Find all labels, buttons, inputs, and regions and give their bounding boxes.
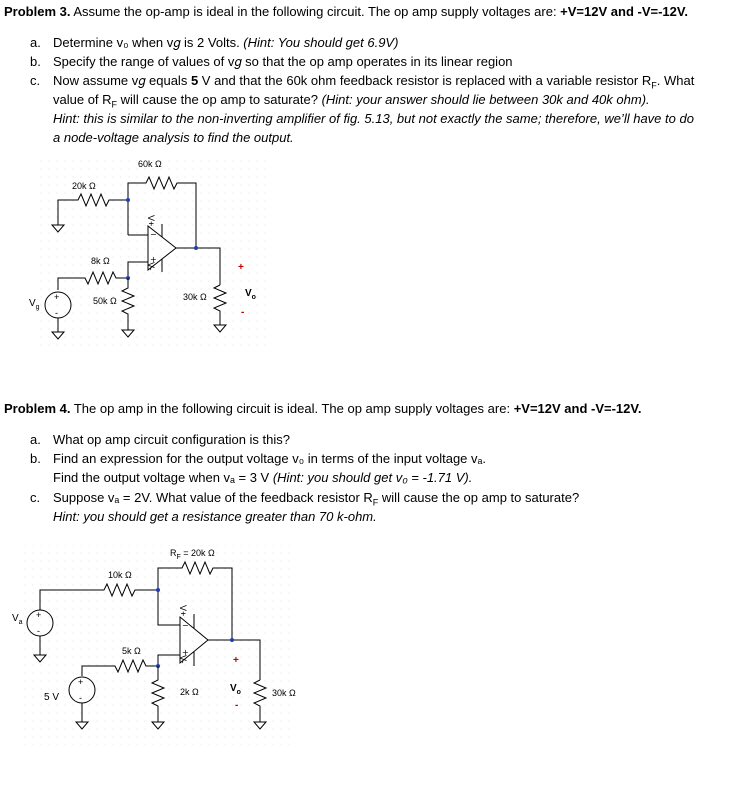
label-vg-text: V [29,298,36,309]
label-va [12,613,23,626]
problem4-b-marker: b. [30,451,41,466]
problem3-c-line4: a node-voltage analysis to find the output. [53,130,294,145]
svg-text:+: + [182,648,189,657]
problem3-a-marker: a. [30,35,41,50]
problem3-c-line2-text: value of R [53,92,112,107]
label-vo-minus-p4: - [235,700,239,711]
label-vo-plus: + [238,262,244,273]
problem3-c-sub: F [651,80,657,91]
problem3-c-line2-hint: (Hint: your answer should lie between 30k and 40k ohm). [321,92,650,107]
svg-text:−: − [182,621,189,630]
node-dot [230,638,234,642]
label-5v: 5 V [44,692,60,703]
problem3-c-text1: Now assume v𝑔 equals [53,73,191,88]
label-rf-text: R [170,548,177,558]
node-dot [126,198,130,202]
label-va-text: V [12,613,19,624]
problem3-supply: +V=12V and -V=-12V. [560,4,688,19]
problem4-b-line2 [53,469,472,486]
label-r5k: 5k Ω [122,646,141,656]
label-rf [170,548,215,561]
problem4-title: Problem 4. [4,401,71,416]
label-rf-sub: F [176,553,181,561]
problem3-c-line3: Hint: this is similar to the non-inverting amplifier of fig. 5.13, but not exactly the same; therefore, we’ll have to do [53,111,694,126]
label-vplus: V+ [146,215,156,227]
problem4-c-hint: Hint: you should get a resistance greater than 70 k-ohm. [53,509,377,524]
label-5v-plus: + [78,677,84,687]
label-vg-minus: - [55,308,58,318]
label-vg [29,298,40,311]
label-r2k: 2k Ω [180,687,199,697]
label-5v-minus: - [79,693,82,703]
label-r20k: 20k Ω [72,181,96,191]
problem4-a-text: What op amp circuit configuration is this? [53,432,290,447]
node-dot [156,588,160,592]
label-vo-p4 [230,683,241,696]
problem3-b-marker: b. [30,54,41,69]
label-vplus-p4: V+ [178,605,188,617]
problem3-c-line2-rest: will cause the op amp to saturate? [117,92,322,107]
label-va-sub: a [18,619,23,626]
label-va-minus: - [37,626,40,636]
label-vo-p4-sub: o [236,689,241,696]
problem3-a-text: Determine v₀ when v𝑔 is 2 Volts. [53,35,244,50]
problem4-b-line2-text: Find the output voltage when vₐ = 3 V [53,470,273,485]
label-r60k: 60k Ω [138,159,162,169]
label-rf-val: = 20k Ω [180,548,215,558]
problem4-a-marker: a. [30,432,41,447]
label-r10k: 10k Ω [108,570,132,580]
label-vminus: V- [146,262,156,271]
problem4-c-text: Suppose vₐ = 2V. What value of the feedback resistor R [53,490,373,505]
label-vminus-p4: V- [178,655,188,664]
label-va-plus: + [36,610,42,620]
problem4-b-line2-hint: (Hint: you should get v₀ = -1.71 V). [272,470,473,485]
problem4-c-rest: will cause the op amp to saturate? [378,490,580,505]
problem4-b-text: Find an expression for the output voltage v₀ in terms of the input voltage vₐ. [53,451,486,466]
problem3-c-bold: 5 [190,73,199,88]
problem4-intro: The op amp in the following circuit is ideal. The op amp supply voltages are: [70,401,514,416]
problem4-title-line [4,400,641,417]
problem4-grid [20,545,290,745]
problem3-c-marker: c. [30,73,41,88]
label-r30k: 30k Ω [183,292,207,302]
label-vg-sub: g [35,304,40,311]
problem4-c-sub: F [372,497,379,508]
problem3-c-text2: V and that the 60k ohm feedback resistor is replaced with a variable resistor R [198,73,652,88]
label-r30k-p4: 30k Ω [272,688,296,698]
problem4-supply: +V=12V and -V=-12V. [513,401,642,416]
problem3-intro: Assume the op-amp is ideal in the following circuit. The op amp supply voltages are: [73,4,561,19]
label-vo-minus: - [241,307,245,318]
problem3-b-text: Specify the range of values of v𝑔 so that the op amp operates in its linear region [53,54,513,69]
problem4-c-marker: c. [30,490,41,505]
label-vo-text: V [245,288,252,299]
problem3-c-text3: . What [656,73,695,88]
label-r50k: 50k Ω [93,296,117,306]
label-vo [245,288,256,301]
label-vo-p4-text: V [230,683,237,694]
svg-text:−: − [150,230,157,239]
label-vg-plus: + [54,292,60,302]
label-vo-plus-p4: + [233,655,239,666]
label-vo-sub: o [251,294,256,301]
node-dot [194,246,198,250]
problem3-c-line2-sub: F [111,99,118,110]
label-r8k: 8k Ω [91,256,110,266]
problem3-a-hint: (Hint: You should get 6.9V) [243,35,399,50]
problem3-title: Problem 3. [4,4,71,19]
svg-text:+: + [150,255,157,264]
